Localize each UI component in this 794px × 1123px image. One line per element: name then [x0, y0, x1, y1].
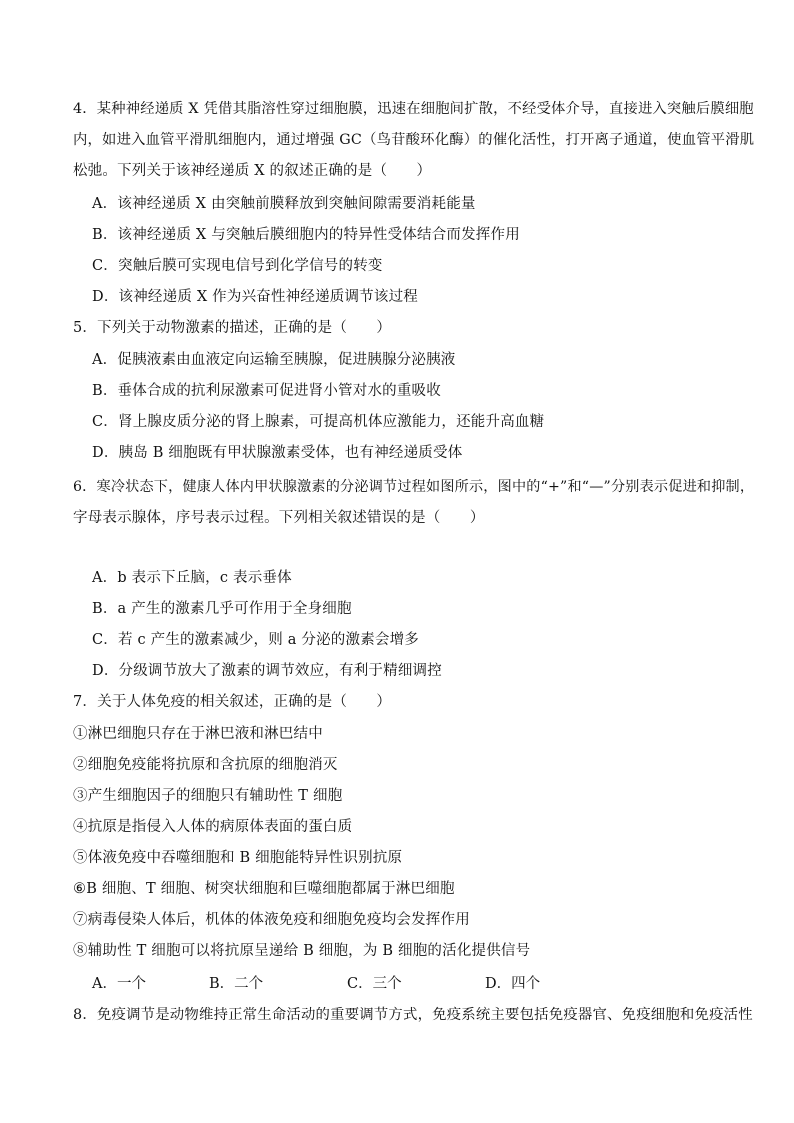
q4-option-d: D．该神经递质 X 作为兴奋性神经递质调节该过程 [92, 289, 418, 305]
q4-option-a: A．该神经递质 X 由突触前膜释放到突触间隙需要消耗能量 [92, 196, 476, 212]
q7-answer-d: D．四个 [485, 976, 541, 992]
q7-answer-b: B．二个 [209, 976, 264, 992]
q7-item-1: ①淋巴细胞只存在于淋巴液和淋巴结中 [73, 726, 323, 742]
q7-stem: 7．关于人体免疫的相关叙述，正确的是（ ） [73, 694, 392, 710]
q7-answer-a: A．一个 [92, 976, 146, 992]
q4-option-b: B．该神经递质 X 与突触后膜细胞内的特异性受体结合而发挥作用 [92, 227, 520, 243]
q8-stem: 8．免疫调节是动物维持正常生命活动的重要调节方式，免疫系统主要包括免疫器官、免疫细胞和免疫活性 [73, 1007, 753, 1023]
q6-option-d: D．分级调节放大了激素的调节效应，有利于精细调控 [92, 663, 442, 679]
q7-item-4: ④抗原是指侵入人体的病原体表面的蛋白质 [73, 819, 353, 835]
q6-option-c: C．若 c 产生的激素减少，则 a 分泌的激素会增多 [92, 632, 419, 648]
q5-option-b: B．垂体合成的抗利尿激素可促进肾小管对水的重吸收 [92, 383, 441, 399]
q7-item-8: ⑧辅助性 T 细胞可以将抗原呈递给 B 细胞，为 B 细胞的活化提供信号 [73, 943, 531, 959]
q6-stem-line-2: 字母表示腺体，序号表示过程。下列相关叙述错误的是（ ） [73, 510, 485, 526]
q6-option-b: B．a 产生的激素几乎可作用于全身细胞 [92, 601, 352, 617]
q5-stem: 5．下列关于动物激素的描述，正确的是（ ） [73, 320, 392, 336]
q4-stem-line-2: 内，如进入血管平滑肌细胞内，通过增强 GC（鸟苷酸环化酶）的催化活性，打开离子通道，使血管平滑肌 [73, 132, 755, 148]
q6-option-a: A．b 表示下丘脑，c 表示垂体 [92, 570, 292, 586]
q4-stem-line-3: 松弛。下列关于该神经递质 X 的叙述正确的是（ ） [73, 163, 432, 179]
q6-stem-line-1: 6．寒冷状态下，健康人体内甲状腺激素的分泌调节过程如图所示，图中的“+”和“—”分别表示促进和抑制， [73, 479, 755, 495]
q4-option-c: C．突触后膜可实现电信号到化学信号的转变 [92, 258, 383, 274]
q7-item-5: ⑤体液免疫中吞噬细胞和 B 细胞能特异性识别抗原 [73, 850, 403, 866]
q5-option-c: C．肾上腺皮质分泌的肾上腺素，可提高机体应激能力，还能升高血糖 [92, 414, 545, 430]
q7-item-6: ⑥B 细胞、T 细胞、树突状细胞和巨噬细胞都属于淋巴细胞 [73, 881, 455, 897]
q7-answer-row [92, 974, 572, 994]
q7-answer-c: C．三个 [347, 976, 402, 992]
q7-item-7: ⑦病毒侵染人体后，机体的体液免疫和细胞免疫均会发挥作用 [73, 912, 470, 928]
q5-option-d: D．胰岛 B 细胞既有甲状腺激素受体，也有神经递质受体 [92, 445, 463, 461]
q7-item-2: ②细胞免疫能将抗原和含抗原的细胞消灭 [73, 757, 338, 773]
q4-stem-line-1: 4．某种神经递质 X 凭借其脂溶性穿过细胞膜，迅速在细胞间扩散，不经受体介导，直接进入突触后膜细胞 [73, 101, 754, 117]
q7-item-3: ③产生细胞因子的细胞只有辅助性 T 细胞 [73, 788, 343, 804]
q5-option-a: A．促胰液素由血液定向运输至胰腺，促进胰腺分泌胰液 [92, 352, 456, 368]
